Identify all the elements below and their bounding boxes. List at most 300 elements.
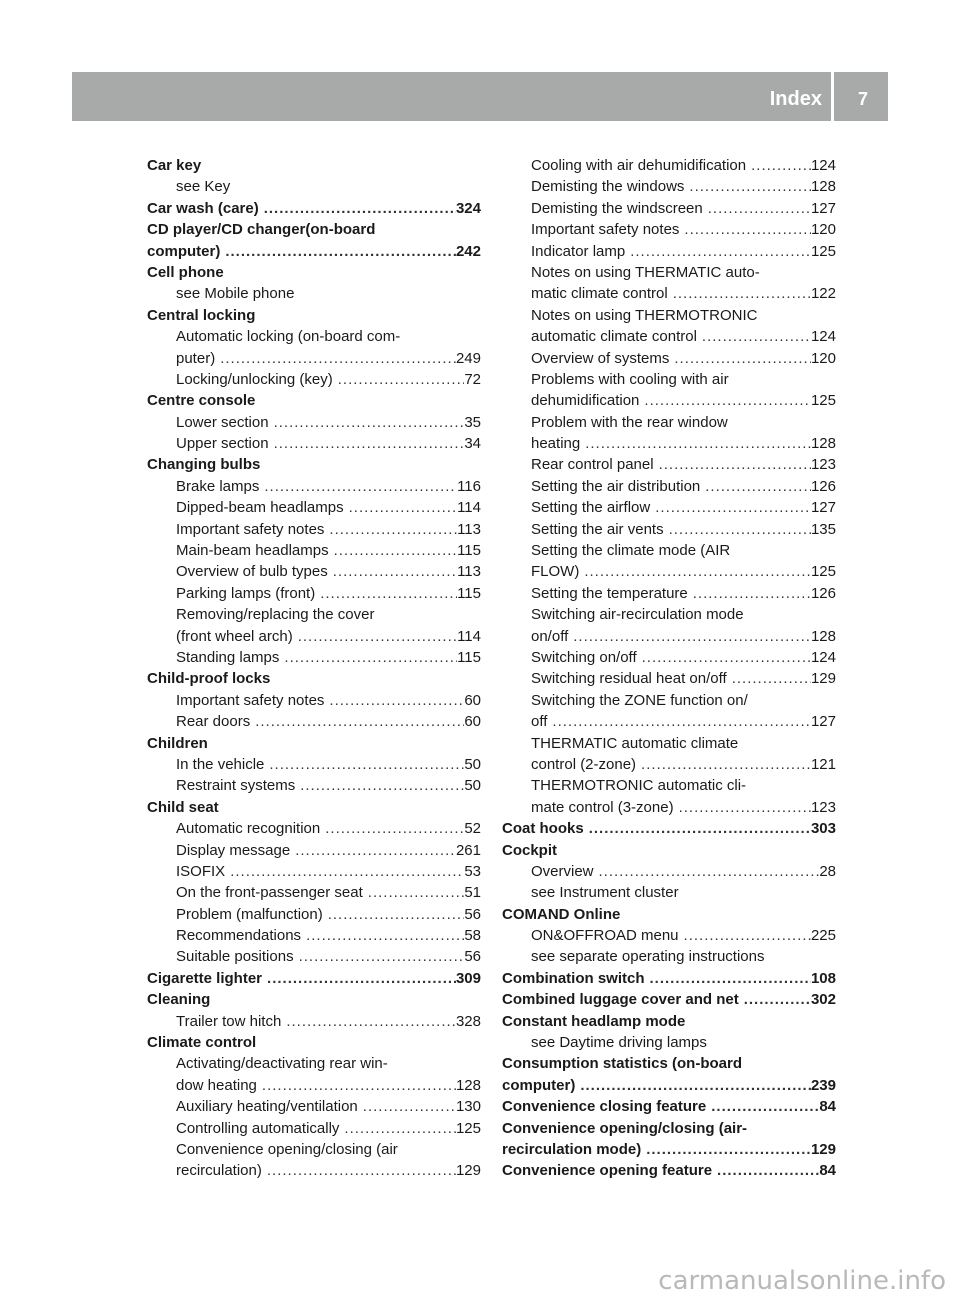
page-reference: 35 — [464, 413, 481, 431]
entry-text: Consumption statistics (on-board — [502, 1055, 742, 1073]
dot-leader — [259, 476, 457, 497]
entry-text: Locking/unlocking (key) — [176, 370, 333, 388]
dot-leader — [259, 198, 456, 219]
index-subentry — [147, 1139, 481, 1160]
entry-text: automatic climate control — [531, 328, 697, 346]
entry-text: Setting the climate mode (AIR — [531, 542, 731, 560]
dot-leader — [295, 775, 464, 796]
dot-leader — [264, 754, 464, 775]
index-subentry — [147, 476, 481, 497]
dot-leader — [363, 882, 465, 903]
dot-leader — [746, 155, 811, 176]
page-reference: 128 — [455, 1076, 481, 1094]
index-heading — [502, 1075, 836, 1096]
page-reference: 58 — [464, 927, 481, 945]
index-subentry — [502, 925, 836, 946]
index-subentry — [147, 1011, 481, 1032]
dot-leader — [712, 1160, 819, 1181]
page-reference: 302 — [810, 991, 836, 1009]
entry-text: THERMOTRONIC automatic cli- — [531, 777, 747, 795]
index-heading — [502, 1011, 836, 1032]
index-subentry — [502, 412, 836, 433]
dot-leader — [262, 1160, 456, 1181]
index-heading — [147, 797, 481, 818]
entry-text: CD player/CD changer(on-board — [147, 221, 376, 239]
index-subentry — [502, 155, 836, 176]
index-subentry — [147, 818, 481, 839]
index-subentry — [147, 561, 481, 582]
dot-leader — [323, 904, 465, 925]
index-subentry — [502, 219, 836, 240]
page-reference: 53 — [464, 862, 481, 880]
index-subentry — [502, 540, 836, 561]
dot-leader — [697, 326, 811, 347]
page-reference: 116 — [457, 477, 481, 495]
entry-text: Convenience opening/closing (air — [176, 1140, 398, 1158]
entry-text: Combination switch — [502, 969, 645, 987]
index-subentry — [147, 647, 481, 668]
dot-leader — [324, 519, 457, 540]
entry-text: Cleaning — [147, 991, 211, 1009]
index-heading — [147, 668, 481, 689]
index-subentry — [502, 241, 836, 262]
page-reference: 124 — [810, 328, 836, 346]
entry-text: control (2-zone) — [531, 755, 637, 773]
index-heading — [502, 968, 836, 989]
dot-leader — [320, 818, 464, 839]
page-reference: 121 — [810, 755, 836, 773]
page-reference: 113 — [457, 563, 481, 581]
entry-text: Climate control — [147, 1034, 257, 1052]
entry-text: Brake lamps — [176, 477, 260, 495]
entry-text: Important safety notes — [531, 221, 680, 239]
page-reference: 56 — [464, 905, 481, 923]
index-subentry — [147, 583, 481, 604]
entry-text: Overview of bulb types — [176, 563, 328, 581]
index-subentry — [502, 861, 836, 882]
dot-leader — [594, 861, 820, 882]
index-heading — [502, 904, 836, 925]
entry-text: heating — [531, 435, 581, 453]
index-heading — [147, 155, 481, 176]
dot-leader — [215, 348, 456, 369]
index-subentry — [147, 176, 481, 197]
index-subentry — [147, 626, 481, 647]
entry-text: computer) — [502, 1076, 576, 1094]
page-reference: 125 — [810, 563, 836, 581]
index-subentry — [147, 754, 481, 775]
entry-text: Combined luggage cover and net — [502, 991, 739, 1009]
index-subentry — [502, 1032, 836, 1053]
index-subentry — [147, 326, 481, 347]
index-subentry — [147, 904, 481, 925]
page-reference: 261 — [455, 841, 481, 859]
entry-text: Parking lamps (front) — [176, 584, 316, 602]
index-subentry — [502, 754, 836, 775]
entry-text: Centre console — [147, 392, 256, 410]
dot-leader — [584, 818, 811, 839]
entry-text: Restraint systems — [176, 777, 296, 795]
page-reference: 72 — [464, 370, 481, 388]
page-reference: 128 — [810, 627, 836, 645]
page-reference: 225 — [810, 927, 836, 945]
index-heading — [147, 454, 481, 475]
page-reference: 123 — [810, 798, 836, 816]
index-heading — [147, 262, 481, 283]
index-heading — [147, 390, 481, 411]
dot-leader — [739, 989, 811, 1010]
index-heading — [502, 1118, 836, 1139]
entry-text: Removing/replacing the cover — [176, 606, 375, 624]
dot-leader — [290, 840, 456, 861]
page-reference: 309 — [455, 969, 481, 987]
index-subentry — [502, 626, 836, 647]
index-subentry — [502, 733, 836, 754]
entry-text: off — [531, 713, 548, 731]
entry-text: Switching on/off — [531, 648, 637, 666]
dot-leader — [669, 348, 811, 369]
index-subentry — [502, 326, 836, 347]
entry-text: Setting the airflow — [531, 499, 651, 517]
index-heading — [147, 241, 481, 262]
index-subentry — [147, 412, 481, 433]
entry-text: Cooling with air dehumidification — [531, 157, 747, 174]
page-reference: 129 — [810, 670, 836, 688]
index-subentry — [502, 711, 836, 732]
page-reference: 130 — [455, 1098, 481, 1116]
index-subentry — [502, 497, 836, 518]
dot-leader — [639, 390, 811, 411]
entry-text: Switching air-recirculation mode — [531, 606, 744, 624]
index-subentry — [147, 1160, 481, 1181]
header-bar — [72, 72, 888, 121]
entry-text: Convenience closing feature — [502, 1098, 707, 1116]
entry-text: Problems with cooling with air — [531, 370, 729, 388]
entry-text: see Daytime driving lamps — [531, 1034, 707, 1052]
entry-text: THERMATIC automatic climate — [531, 734, 739, 752]
page-reference: 125 — [455, 1119, 481, 1137]
index-heading — [502, 1139, 836, 1160]
page-reference: 114 — [457, 499, 481, 517]
dot-leader — [679, 925, 811, 946]
entry-text: computer) — [147, 242, 221, 260]
entry-text: Important safety notes — [176, 691, 325, 709]
page-reference: 34 — [464, 435, 481, 453]
entry-text: Rear control panel — [531, 456, 654, 474]
page-reference: 60 — [464, 713, 481, 731]
page-reference: 303 — [810, 820, 836, 838]
page-reference: 84 — [819, 1098, 836, 1116]
page-reference: 128 — [810, 435, 836, 453]
dot-leader — [706, 1096, 819, 1117]
dot-leader — [333, 369, 465, 390]
entry-text: dow heating — [176, 1076, 257, 1094]
entry-text: Lower section — [176, 413, 269, 431]
entry-text: Trailer tow hitch — [176, 1012, 282, 1030]
index-subentry — [502, 882, 836, 903]
page-reference: 328 — [455, 1012, 481, 1030]
index-subentry — [147, 519, 481, 540]
page-reference: 108 — [810, 969, 836, 987]
index-subentry — [502, 369, 836, 390]
entry-text: Display message — [176, 841, 291, 859]
index-subentry — [502, 690, 836, 711]
dot-leader — [637, 647, 811, 668]
dot-leader — [269, 412, 465, 433]
page-reference: 115 — [457, 648, 481, 666]
page-reference: 114 — [457, 627, 481, 645]
dot-leader — [250, 711, 464, 732]
entry-text: On the front-passenger seat — [176, 884, 363, 902]
index-subentry — [502, 583, 836, 604]
page-reference: 129 — [455, 1162, 481, 1180]
index-subentry — [147, 711, 481, 732]
entry-text: Cigarette lighter — [147, 969, 263, 987]
dot-leader — [293, 626, 457, 647]
page-reference: 84 — [819, 1162, 836, 1180]
dot-leader — [580, 433, 811, 454]
entry-text: Children — [147, 734, 208, 752]
entry-text: Coat hooks — [502, 820, 584, 838]
index-subentry — [147, 283, 481, 304]
entry-text: puter) — [176, 349, 216, 367]
entry-text: Important safety notes — [176, 520, 325, 538]
dot-leader — [279, 647, 457, 668]
entry-text: recirculation) — [176, 1162, 262, 1180]
index-subentry — [147, 840, 481, 861]
dot-leader — [688, 583, 811, 604]
entry-text: Changing bulbs — [147, 456, 261, 474]
entry-text: Demisting the windows — [531, 178, 685, 196]
index-heading — [502, 1160, 836, 1181]
dot-leader — [328, 561, 457, 582]
entry-text: see Instrument cluster — [531, 884, 679, 902]
entry-text: Indicator lamp — [531, 242, 626, 260]
dot-leader — [674, 797, 811, 818]
index-heading — [147, 1032, 481, 1053]
dot-leader — [668, 283, 811, 304]
entry-text: Convenience opening/closing (air- — [502, 1119, 748, 1137]
index-subentry — [147, 497, 481, 518]
entry-text: dehumidification — [531, 392, 640, 410]
entry-text: Switching the ZONE function on/ — [531, 691, 748, 709]
index-heading — [147, 198, 481, 219]
entry-text: Constant headlamp mode — [502, 1012, 686, 1030]
dot-leader — [339, 1118, 456, 1139]
dot-leader — [625, 241, 811, 262]
entry-text: Car key — [147, 157, 202, 174]
page-reference: 123 — [810, 456, 836, 474]
index-subentry — [147, 882, 481, 903]
page-reference: 125 — [810, 392, 836, 410]
index-heading — [147, 219, 481, 240]
page-reference: 135 — [810, 520, 836, 538]
page-reference: 249 — [455, 349, 481, 367]
index-subentry — [502, 647, 836, 668]
index-subentry — [502, 519, 836, 540]
index-subentry — [147, 433, 481, 454]
entry-text: matic climate control — [531, 285, 668, 303]
dot-leader — [650, 497, 811, 518]
page-reference: 124 — [810, 157, 836, 174]
header-divider — [831, 72, 834, 121]
index-subentry — [147, 861, 481, 882]
page-number: 7 — [857, 89, 868, 109]
entry-text: Cell phone — [147, 263, 224, 281]
entry-text: Controlling automatically — [176, 1119, 340, 1137]
page-reference: 324 — [455, 199, 481, 217]
page-reference: 115 — [457, 584, 481, 602]
entry-text: Child-proof locks — [147, 670, 271, 688]
dot-leader — [575, 1075, 811, 1096]
entry-text: Car wash (care) — [147, 199, 259, 217]
page-reference: 113 — [457, 520, 481, 538]
dot-leader — [220, 241, 456, 262]
page-reference: 56 — [464, 948, 481, 966]
dot-leader — [301, 925, 464, 946]
index-subentry — [502, 668, 836, 689]
dot-leader — [269, 433, 465, 454]
index-subentry — [147, 369, 481, 390]
dot-leader — [641, 1139, 811, 1160]
page-reference: 115 — [457, 542, 481, 560]
index-subentry — [502, 198, 836, 219]
index-subentry — [147, 540, 481, 561]
entry-text: Main-beam headlamps — [176, 542, 329, 560]
entry-text: mate control (3-zone) — [531, 798, 674, 816]
index-subentry — [147, 1075, 481, 1096]
entry-text: Setting the temperature — [531, 584, 688, 602]
dot-leader — [645, 968, 811, 989]
entry-text: COMAND Online — [502, 905, 621, 923]
dot-leader — [262, 968, 456, 989]
dot-leader — [281, 1011, 456, 1032]
dot-leader — [344, 497, 457, 518]
index-subentry — [502, 797, 836, 818]
page-reference: 120 — [810, 349, 836, 367]
dot-leader — [700, 476, 811, 497]
index-subentry — [502, 604, 836, 625]
dot-leader — [315, 583, 457, 604]
index-subentry — [502, 305, 836, 326]
entry-text: Upper section — [176, 435, 269, 453]
index-subentry — [502, 775, 836, 796]
entry-text: Setting the air distribution — [531, 477, 701, 495]
entry-text: Notes on using THERMOTRONIC — [531, 306, 758, 324]
index-subentry — [147, 775, 481, 796]
index-heading — [147, 968, 481, 989]
page-reference: 242 — [455, 242, 481, 260]
entry-text: Notes on using THERMATIC auto- — [531, 263, 760, 281]
index-subentry — [147, 1096, 481, 1117]
entry-text: recirculation mode) — [502, 1140, 642, 1158]
entry-text: Overview — [531, 862, 594, 880]
dot-leader — [568, 626, 811, 647]
index-subentry — [147, 604, 481, 625]
entry-text: Child seat — [147, 798, 219, 816]
page-reference: 51 — [464, 884, 481, 902]
dot-leader — [679, 219, 811, 240]
entry-text: Switching residual heat on/off — [531, 670, 727, 688]
entry-text: Automatic locking (on-board com- — [176, 328, 401, 346]
index-subentry — [502, 176, 836, 197]
dot-leader — [358, 1096, 456, 1117]
index-subentry — [502, 946, 836, 967]
page-reference: 127 — [810, 199, 836, 217]
entry-text: Rear doors — [176, 713, 251, 731]
dot-leader — [703, 198, 811, 219]
entry-text: see Key — [176, 178, 231, 196]
entry-text: on/off — [531, 627, 569, 645]
dot-leader — [654, 454, 811, 475]
entry-text: Activating/deactivating rear win- — [176, 1055, 388, 1073]
page-reference: 128 — [810, 178, 836, 196]
page-reference: 127 — [810, 713, 836, 731]
index-heading — [502, 1096, 836, 1117]
page-reference: 129 — [810, 1140, 836, 1158]
dot-leader — [257, 1075, 456, 1096]
watermark: carmanualsonline.info — [658, 1266, 946, 1296]
index-subentry — [502, 348, 836, 369]
entry-text: (front wheel arch) — [176, 627, 293, 645]
page-reference: 127 — [810, 499, 836, 517]
dot-leader — [225, 861, 464, 882]
index-subentry — [147, 925, 481, 946]
index-heading — [502, 989, 836, 1010]
index-subentry — [502, 454, 836, 475]
page-reference: 124 — [810, 648, 836, 666]
page-reference: 126 — [810, 477, 836, 495]
dot-leader — [294, 946, 465, 967]
index-subentry — [147, 348, 481, 369]
entry-text: Problem (malfunction) — [176, 905, 323, 923]
entry-text: Suitable positions — [176, 948, 294, 966]
section-title: Index — [769, 88, 822, 110]
index-column-left — [147, 155, 481, 1182]
entry-text: Recommendations — [176, 927, 302, 945]
index-heading — [502, 818, 836, 839]
page-reference: 50 — [464, 755, 481, 773]
entry-text: Dipped-beam headlamps — [176, 499, 344, 517]
page-reference: 50 — [464, 777, 481, 795]
dot-leader — [684, 176, 811, 197]
entry-text: Convenience opening feature — [502, 1162, 713, 1180]
index-subentry — [502, 283, 836, 304]
dot-leader — [547, 711, 811, 732]
index-subentry — [502, 390, 836, 411]
entry-text: see Mobile phone — [176, 285, 295, 303]
page-reference: 239 — [810, 1076, 836, 1094]
index-subentry — [147, 1118, 481, 1139]
entry-text: Auxiliary heating/ventilation — [176, 1098, 358, 1116]
index-subentry — [502, 262, 836, 283]
index-heading — [147, 305, 481, 326]
index-subentry — [147, 946, 481, 967]
entry-text: Standing lamps — [176, 648, 280, 666]
entry-text: ON&OFFROAD menu — [531, 927, 679, 945]
index-subentry — [502, 561, 836, 582]
index-heading — [147, 733, 481, 754]
page-reference: 120 — [810, 221, 836, 239]
page-reference: 125 — [810, 242, 836, 260]
page-reference: 126 — [810, 584, 836, 602]
entry-text: Problem with the rear window — [531, 413, 728, 431]
page-reference: 60 — [464, 691, 481, 709]
page-reference: 28 — [819, 862, 836, 880]
entry-text: Overview of systems — [531, 349, 670, 367]
entry-text: Central locking — [147, 306, 256, 324]
page-reference: 122 — [810, 285, 836, 303]
